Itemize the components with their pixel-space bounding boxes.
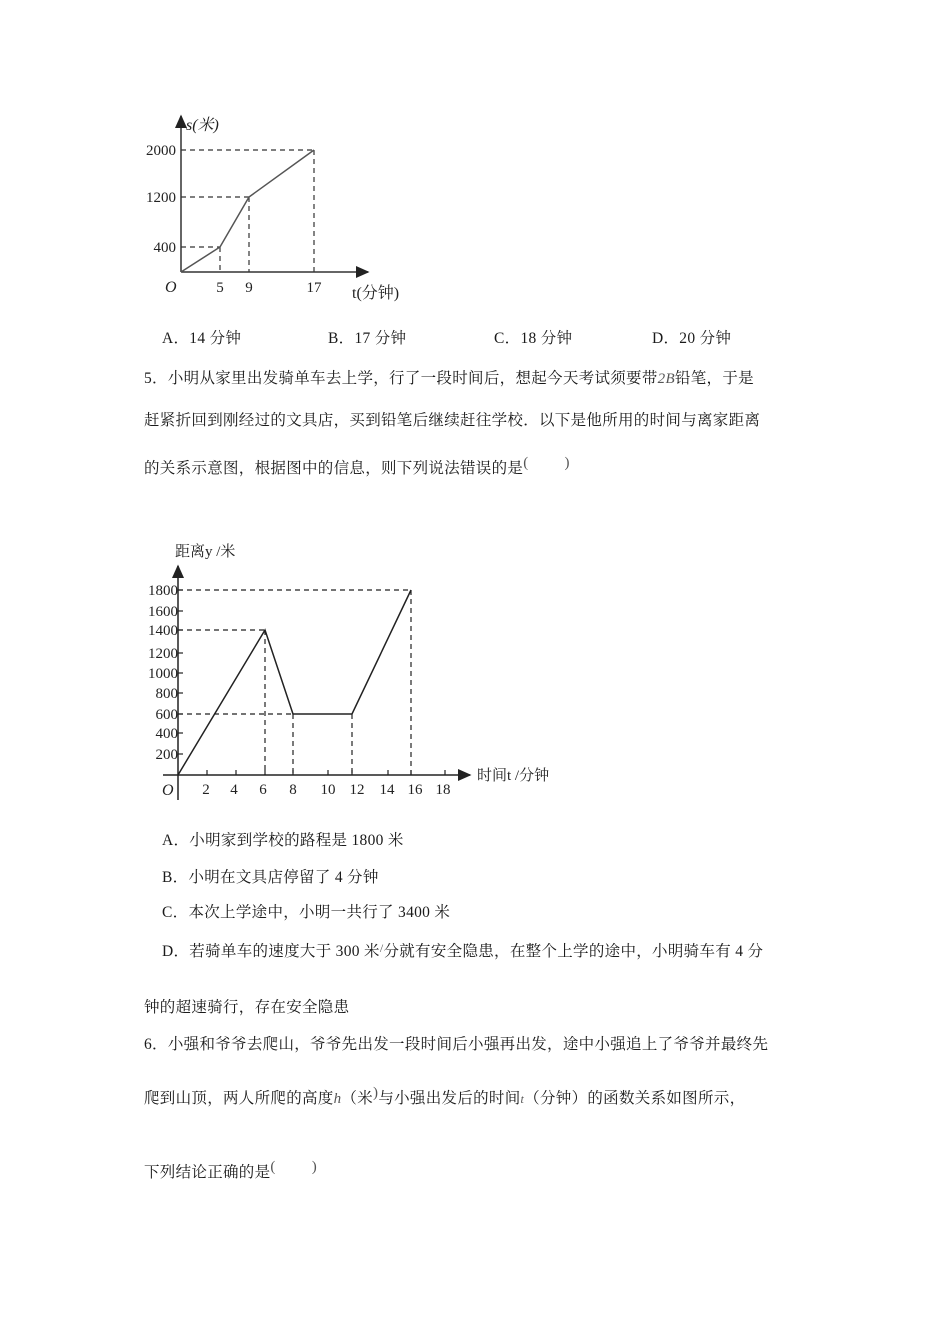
svg-text:400: 400 xyxy=(155,726,178,742)
svg-text:200: 200 xyxy=(155,747,178,763)
q5-option-d-continued: 钟的超速骑行，存在安全隐患 xyxy=(144,999,350,1016)
svg-text:1200: 1200 xyxy=(146,190,176,206)
q6-stem-line3: 下列结论正确的是( ) xyxy=(144,1159,317,1181)
q5-stem-line2: 赶紧折回到刚经过的文具店，买到铅笔后继续赶往学校．以下是他所用的时间与离家距离 xyxy=(144,412,761,429)
q6-stem-line1: 6．小强和爷爷去爬山，爷爷先出发一段时间后小强再出发，途中小强追上了爷爷并最终先 xyxy=(144,1036,769,1053)
dashed-guides xyxy=(181,150,314,272)
y-axis-label: 距离y /米 xyxy=(175,544,236,560)
svg-text:1200: 1200 xyxy=(148,646,178,662)
q4-option-a[interactable]: A．14 分钟 xyxy=(162,330,242,347)
q5-stem-line1: 5．小明从家里出发骑单车去上学，行了一段时间后，想起今天考试须要带2B铅笔，于是 xyxy=(144,370,754,387)
chart-distance-time-1 xyxy=(130,105,430,310)
svg-text:5: 5 xyxy=(216,280,224,296)
y-axis-label: s(米) xyxy=(186,117,219,134)
svg-text:1600: 1600 xyxy=(148,604,178,620)
series-line xyxy=(178,590,411,775)
svg-text:9: 9 xyxy=(245,280,253,296)
svg-text:8: 8 xyxy=(289,782,297,798)
series-line xyxy=(181,150,314,272)
svg-text:400: 400 xyxy=(153,240,176,256)
svg-text:600: 600 xyxy=(155,707,178,723)
q4-option-b[interactable]: B．17 分钟 xyxy=(328,330,407,347)
svg-text:2: 2 xyxy=(202,782,210,798)
svg-text:17: 17 xyxy=(306,280,322,296)
svg-text:18: 18 xyxy=(435,782,451,798)
svg-text:10: 10 xyxy=(320,782,336,798)
svg-text:4: 4 xyxy=(230,782,238,798)
q4-options xyxy=(162,326,802,348)
x-axis-label: 时间t /分钟 xyxy=(477,768,550,784)
svg-text:1000: 1000 xyxy=(148,666,178,682)
q6-stem-line2: 爬到山顶，两人所爬的高度h（米)与小强出发后的时间t（分钟）的函数关系如图所示， xyxy=(144,1085,746,1107)
svg-text:6: 6 xyxy=(259,782,267,798)
svg-text:1400: 1400 xyxy=(148,623,178,639)
dashed-guides xyxy=(178,590,411,775)
q4-option-c[interactable]: C．18 分钟 xyxy=(494,330,573,347)
svg-text:O: O xyxy=(162,782,174,799)
svg-text:800: 800 xyxy=(155,686,178,702)
svg-text:16: 16 xyxy=(407,782,423,798)
q5-option-b[interactable]: B．小明在文具店停留了 4 分钟 xyxy=(162,869,379,886)
svg-text:2000: 2000 xyxy=(146,143,176,159)
q5-option-d[interactable]: D．若骑单车的速度大于 300 米/分就有安全隐患，在整个上学的途中，小明骑车有 4 分 xyxy=(162,941,764,960)
x-axis-label: t(分钟) xyxy=(352,285,400,302)
q4-option-d[interactable]: D．20 分钟 xyxy=(652,330,732,347)
q5-option-c[interactable]: C．本次上学途中，小明一共行了 3400 米 xyxy=(162,904,451,921)
svg-text:O: O xyxy=(165,279,177,296)
q5-stem-line3: 的关系示意图，根据图中的信息，则下列说法错误的是( ) xyxy=(144,455,570,477)
svg-text:12: 12 xyxy=(349,782,365,798)
q5-option-a[interactable]: A．小明家到学校的路程是 1800 米 xyxy=(162,832,404,849)
svg-text:14: 14 xyxy=(379,782,395,798)
svg-text:1800: 1800 xyxy=(148,583,178,599)
chart-distance-time-2 xyxy=(130,535,580,805)
